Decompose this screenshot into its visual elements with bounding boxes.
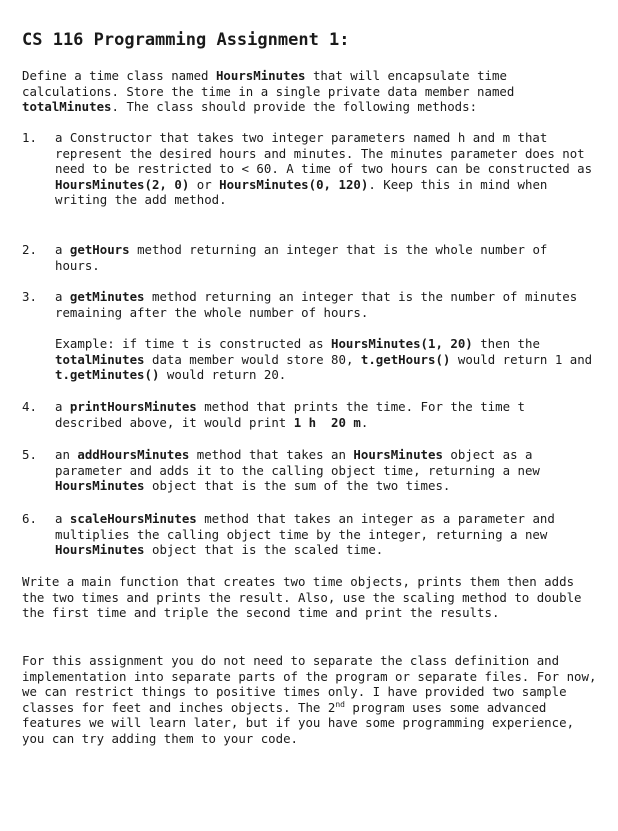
item-text: method that takes an	[189, 447, 354, 462]
method-name: scaleHoursMinutes	[69, 511, 197, 526]
class-name: HoursMinutes	[55, 542, 145, 558]
output-sample: 1 h 20 m	[293, 414, 361, 430]
method-name: getHours	[69, 242, 130, 257]
item-text: object that is the sum of the two times.	[144, 478, 451, 494]
list-item-number: 5.	[22, 447, 37, 462]
list-item-text	[55, 399, 597, 430]
item-text: Example: if time t is constructed as	[55, 336, 332, 351]
item-text: a	[55, 511, 70, 526]
code-snippet: HoursMinutes(2, 0)	[55, 176, 190, 192]
paragraph-text: program uses some advanced features we will learn later, but if you have some programming experience, you can try adding them to your code.	[22, 699, 575, 746]
final-paragraph	[22, 653, 597, 747]
list-item-number: 1.	[22, 130, 37, 145]
list-item-text	[55, 130, 597, 208]
item-text: would return 1 and	[450, 351, 593, 367]
item-text: or	[189, 176, 220, 192]
code-snippet: t.getHours()	[360, 351, 451, 367]
code-snippet: HoursMinutes(0, 120)	[219, 176, 369, 192]
list-item-number: 3.	[22, 289, 37, 304]
intro-text: . The class should provide the following methods:	[111, 99, 478, 115]
list-item-text	[55, 289, 597, 320]
item-text: object as a parameter and adds it to the calling object time, returning a new	[55, 447, 540, 478]
method-name: getMinutes	[69, 289, 145, 304]
main-function-paragraph: Write a main function that creates two time objects, prints them then adds the two times and prints the result. Also, use the scaling method to double the first time and triple the second time and print the results.	[22, 574, 582, 621]
list-item-text	[55, 511, 597, 558]
item-text: method that takes an integer as a parameter and multiplies the calling object time by the integer, returning a new	[55, 511, 555, 542]
item-text: method returning an integer that is the number of minutes remaining after the whole number of hours.	[55, 289, 578, 320]
item-text: then the	[472, 336, 540, 351]
item-text: would return 20.	[159, 367, 287, 383]
intro-text: that will encapsulate time calculations. Store the time in a single private data member named	[22, 68, 515, 99]
item-text: a	[55, 242, 70, 257]
item-text: . Keep this in mind when writing the add method.	[55, 176, 548, 208]
intro-paragraph	[22, 68, 597, 115]
list-item-number: 2.	[22, 242, 37, 257]
method-name: addHoursMinutes	[77, 447, 190, 462]
list-item-text	[55, 447, 597, 494]
item-text: method that prints the time. For the time t described above, it would print	[55, 399, 525, 430]
code-snippet: t.getMinutes()	[55, 367, 160, 383]
class-name: HoursMinutes	[55, 478, 145, 494]
intro-class-name: HoursMinutes	[215, 68, 306, 83]
intro-text: Define a time class named	[22, 68, 216, 83]
item-text: data member would store 80,	[144, 351, 361, 367]
example-paragraph	[55, 336, 597, 383]
item-text: method returning an integer that is the whole number of hours.	[55, 242, 548, 273]
list-item-number: 6.	[22, 511, 37, 526]
list-item-number: 4.	[22, 399, 37, 414]
method-name: printHoursMinutes	[69, 399, 197, 414]
paragraph-text: For this assignment you do not need to separate the class definition and implementation into separate parts of the program or separate files. For now, we can restrict things to positive times only. I have provided two sample classes for feet and inches objects. The 2	[22, 653, 597, 715]
item-text: an	[55, 447, 78, 462]
item-text: .	[360, 414, 369, 430]
ordinal-suffix: nd	[335, 699, 345, 709]
item-text: object that is the scaled time.	[144, 542, 384, 558]
intro-member-name: totalMinutes	[22, 99, 112, 115]
code-snippet: totalMinutes	[55, 351, 145, 367]
code-snippet: HoursMinutes(1, 20)	[331, 336, 473, 351]
page-title: CS 116 Programming Assignment 1:	[22, 30, 350, 50]
item-text: a	[55, 399, 70, 414]
item-text: a Constructor that takes two integer parameters named h and m that represent the desired hours and minutes. The minutes parameter does not need to be restricted to < 60. A time of two hours can be constructed as	[55, 130, 593, 177]
item-text: a	[55, 289, 70, 304]
list-item-text	[55, 242, 597, 273]
class-name: HoursMinutes	[353, 447, 443, 462]
